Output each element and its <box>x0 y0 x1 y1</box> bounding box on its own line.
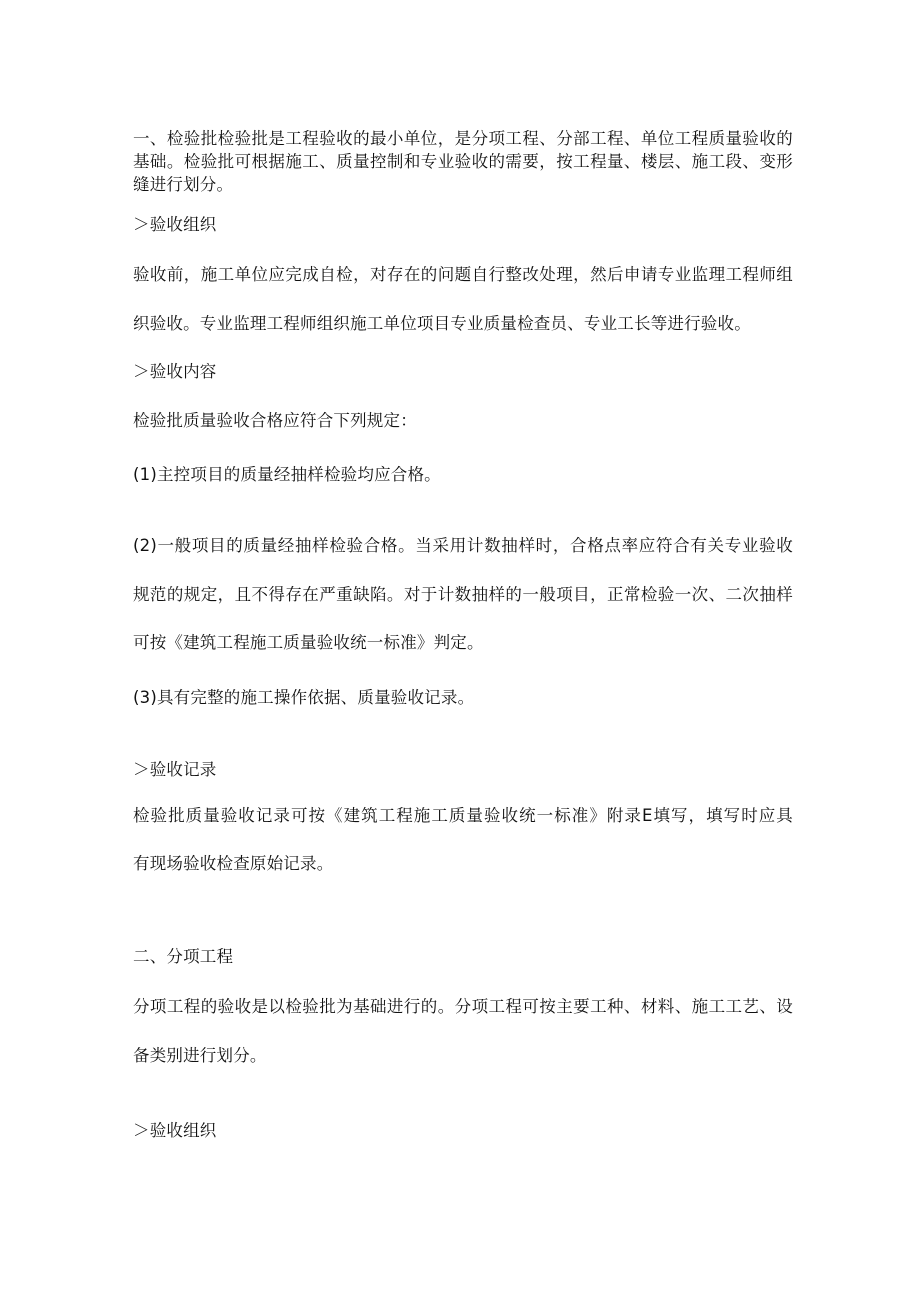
list-item: (2)一般项目的质量经抽样检验合格。当采用计数抽样时，合格点率应符合有关专业验收 <box>133 536 793 555</box>
list-item: (3)具有完整的施工操作依据、质量验收记录。 <box>133 688 475 707</box>
list-item: (1)主控项目的质量经抽样检验均应合格。 <box>133 465 441 484</box>
paragraph-line: 分项工程的验收是以检验批为基础进行的。分项工程可按主要工种、材料、施工工艺、设 <box>133 997 793 1016</box>
section-heading: ＞验收内容 <box>133 362 217 381</box>
section-heading: ＞验收组织 <box>133 215 217 234</box>
section-heading: ＞验收记录 <box>133 760 217 779</box>
paragraph-line: 一、检验批检验批是工程验收的最小单位，是分项工程、分部工程、单位工程质量验收的 <box>133 129 793 148</box>
section-heading: ＞验收组织 <box>133 1121 217 1140</box>
section-heading: 二、分项工程 <box>133 947 234 966</box>
paragraph-line: 可按《建筑工程施工质量验收统一标准》判定。 <box>133 633 484 652</box>
paragraph-line: 检验批质量验收合格应符合下列规定： <box>133 411 417 430</box>
paragraph-line: 规范的规定，且不得存在严重缺陷。对于计数抽样的一般项目，正常检验一次、二次抽样 <box>133 585 793 604</box>
paragraph-line: 备类别进行划分。 <box>133 1046 267 1065</box>
paragraph-line: 检验批质量验收记录可按《建筑工程施工质量验收统一标准》附录E填写，填写时应具 <box>133 806 793 825</box>
paragraph-line: 织验收。专业监理工程师组织施工单位项目专业质量检查员、专业工长等进行验收。 <box>133 314 751 333</box>
paragraph-line: 缝进行划分。 <box>133 175 234 194</box>
paragraph-line: 验收前，施工单位应完成自检，对存在的问题自行整改处理，然后申请专业监理工程师组 <box>133 265 793 284</box>
paragraph-line: 基础。检验批可根据施工、质量控制和专业验收的需要，按工程量、楼层、施工段、变形 <box>133 152 793 171</box>
paragraph-line: 有现场验收检查原始记录。 <box>133 854 334 873</box>
